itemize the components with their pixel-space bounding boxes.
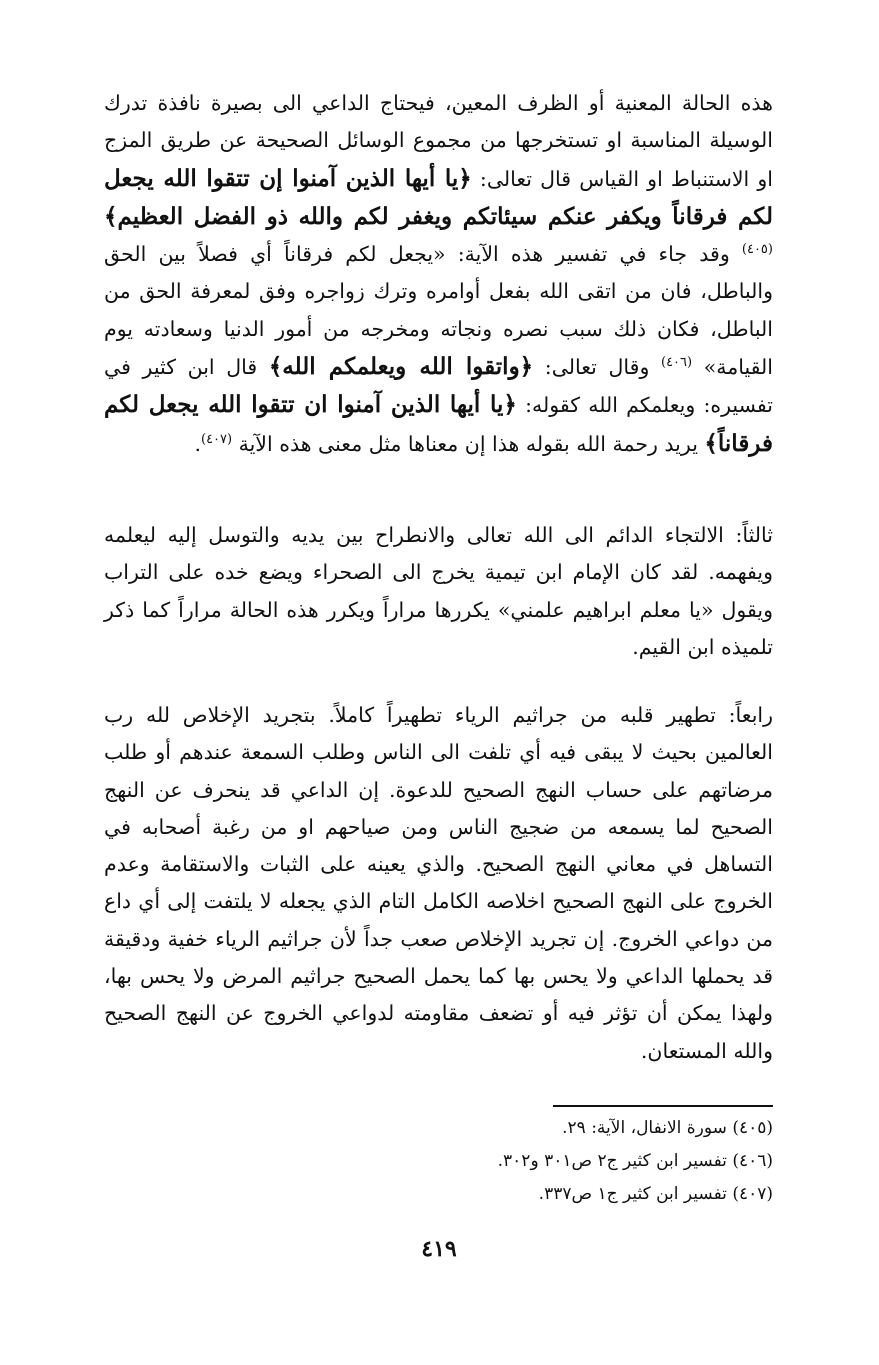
text-run: قال ابن كثير في تفسيره: ويعلمكم الله كقوله: (104, 355, 773, 418)
footnote-ref: (٤٠٥) (741, 242, 773, 258)
paragraph-1 (104, 85, 773, 463)
footnote-divider (553, 1105, 773, 1107)
quran-verse: ﴿واتقوا الله ويعلمكم الله﴾ (268, 353, 534, 381)
text-run: هذه الحالة المعنية أو الظرف المعين، فيحتاج الداعي الى بصيرة نافذة تدرك الوسيلة المناسبة او تستخرجها من مجموع الوسائل الصحيحة عن طريق المزج او الاستنباط او القياس قال تعالى: (104, 91, 774, 191)
text-run: وقال تعالى: (533, 355, 661, 380)
footnote-406: (٤٠٦) تفسير ابن كثير ج٢ ص٣٠١ و٣٠٢. (497, 1151, 773, 1171)
footnote-407: (٤٠٧) تفسير ابن كثير ج١ ص٣٣٧. (538, 1184, 773, 1204)
paragraph-2: ثالثاً: الالتجاء الدائم الى الله تعالى والانطراح بين يديه والتوسل إليه ليعلمه ويفهمه. لقد كان الإمام ابن تيمية يخرج الى الصحراء ويضع خده على التراب ويقول «يا معلم ابراهيم علمني» يكررها مراراً ويكرر هذه الحالة مراراً كما ذكر تلميذه ابن القيم. (104, 523, 773, 659)
page-number: ٤١٩ (421, 1236, 457, 1262)
footnote-405: (٤٠٥) سورة الانفال، الآية: ٢٩. (562, 1118, 773, 1138)
footnote-ref: (٤٠٦) (660, 355, 693, 371)
text-run: وقد جاء في تفسير هذه الآية: «يجعل لكم فرقاناً أي فصلاً بين الحق والباطل، فان من اتقى الله بفعل أوامره وترك زواجره وفق لمعرفة الحق من الباطل، فكان ذلك سبب نصره ونجاته ومخرجه من أمور الدنيا وسعادته يوم القيامة» (104, 242, 773, 380)
quran-verse: ﴿يا أيها الذين آمنوا إن تتقوا الله يجعل لكم فرقاناً ويكفر عنكم سيئاتكم ويغفر لكم والله ذو الفضل العظيم﴾ (104, 164, 773, 230)
text-run: يريد رحمة الله بقوله هذا إن معناها مثل معنى هذه الآية (232, 431, 705, 456)
paragraph-3: رابعاً: تطهير قلبه من جراثيم الرياء تطهيراً كاملاً. بتجريد الإخلاص لله رب العالمين بحيث لا يبقى فيه أي تلفت الى الناس وطلب السمعة عندهم أو طلب مرضاتهم على حساب النهج الصحيح للدعوة. إن الداعي قد ينحرف عن النهج الصحيح لما يسمعه من ضجيج الناس ومن صياحهم او من رغبة أصحابه في التساهل في معاني النهج الصحيح. والذي يعينه على الثبات والاستقامة وعدم الخروج على النهج الصحيح اخلاصه الكامل التام الذي يجعله لا يلتفت إلى أي داع من دواعي الخروج. إن تجريد الإخلاص صعب جداً لأن جراثيم الرياء خفية ودقيقة قد يحملها الداعي ولا يحس بها كما يحمل الصحيح جراثيم المرض ولا يحس بها، ولهذا يمكن أن تؤثر فيه أو تضعف مقاومته لدواعي الخروج عن النهج الصحيح والله المستعان. (104, 703, 773, 1063)
text-run: . (194, 431, 201, 456)
quran-verse: ﴿يا أيها الذين آمنوا ان تتقوا الله يجعل لكم فرقاناً﴾ (104, 391, 773, 457)
footnote-ref: (٤٠٧) (200, 431, 233, 447)
footnotes (373, 1112, 773, 1211)
